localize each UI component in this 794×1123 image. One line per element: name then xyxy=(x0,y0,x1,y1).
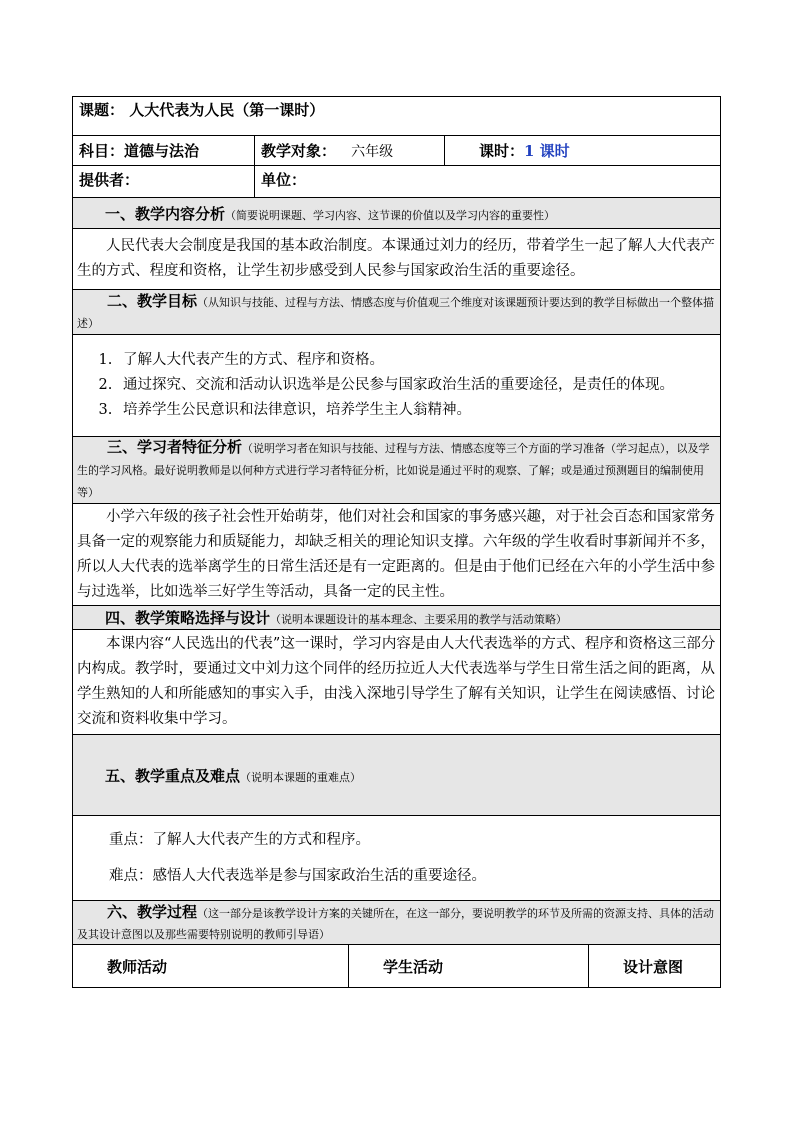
section6-header-row xyxy=(73,901,721,945)
goal-item: 1. 了解人大代表产生的方式、程序和资格。 xyxy=(117,348,720,373)
section6-note: （这一部分是该教学设计方案的关键所在，在这一部分，要说明教学的环节及所需的资源支持、具体的活动及其设计意图以及那些需要特别说明的教师引导语） xyxy=(77,906,715,941)
unit-cell: 单位： xyxy=(255,166,721,198)
section1-header-row xyxy=(73,198,721,229)
topic-cell: 课题： 人大代表为人民（第一课时） xyxy=(73,97,721,136)
subject-row xyxy=(73,136,721,166)
section2-note: （从知识与技能、过程与方法、情感态度与价值观三个维度对该课题预计要达到的教学目标做出一个整体描述） xyxy=(77,296,715,330)
section2-header xyxy=(73,290,721,335)
section4-note: （说明本课题设计的基本理念、主要采用的教学与活动策略） xyxy=(270,613,568,626)
goal-item: 2. 通过探究、交流和活动认识选举是公民参与国家政治生活的重要途径，是责任的体现。 xyxy=(117,373,720,398)
section3-header xyxy=(73,437,721,504)
lesson-plan-table xyxy=(72,96,721,945)
section5-body-row xyxy=(73,816,721,901)
section2-body-row xyxy=(73,335,721,437)
col-design-intent: 设计意图 xyxy=(589,945,721,988)
section4-title: 四、教学策略选择与设计 xyxy=(105,609,271,627)
section3-body-row xyxy=(73,504,721,606)
target-cell xyxy=(255,136,445,166)
goals-list xyxy=(73,346,720,425)
section4-header xyxy=(73,606,721,630)
section2-title: 二、教学目标 xyxy=(107,292,198,310)
period-label: 课时： xyxy=(479,142,525,160)
key-point: 重点：了解人大代表产生的方式和程序。 xyxy=(109,832,370,848)
section1-body: 人民代表大会制度是我国的基本政治制度。本课通过刘力的经历，带着学生一起了解人大代表产生的方式、程度和资格，让学生初步感受到人民参与国家政治生活的重要途径。 xyxy=(73,229,721,290)
section5-header xyxy=(73,735,721,816)
section4-header-row xyxy=(73,606,721,630)
section6-header xyxy=(73,901,721,945)
section4-body: 本课内容“人民选出的代表”这一课时，学习内容是由人大代表选举的方式、程序和资格这三部分内构成。教学时，要通过文中刘力这个同伴的经历拉近人大代表选举与学生日常生活之间的距离，从学生熟知的人和所能感知的事实入手，由浅入深地引导学生了解有关知识，让学生在阅读感悟、讨论交流和资料收集中学习。 xyxy=(73,630,721,735)
section6-title: 六、教学过程 xyxy=(107,902,198,921)
goal-item: 3. 培养学生公民意识和法律意识，培养学生主人翁精神。 xyxy=(117,398,720,423)
section3-title: 三、学习者特征分析 xyxy=(107,438,243,456)
section5-note: （说明本课题的重难点） xyxy=(240,770,362,784)
section5-title: 五、教学重点及难点 xyxy=(105,766,241,785)
difficult-point: 难点：感悟人大代表选举是参与国家政治生活的重要途径。 xyxy=(109,868,486,884)
col-student-activity: 学生活动 xyxy=(349,945,589,988)
section4-body-row xyxy=(73,630,721,735)
lesson-plan-sheet xyxy=(72,96,720,988)
target-value: 六年级 xyxy=(351,144,394,160)
section3-body: 小学六年级的孩子社会性开始萌芽，他们对社会和国家的事务感兴趣，对于社会百态和国家常务具备一定的观察能力和质疑能力，却缺乏相关的理论知识支撑。六年级的学生收看时事新闻并不多，所以人大代表的选举离学生的日常生活还是有一定距离的。但是由于他们已经在六年的小学生活中参与过选举，比如选举三好学生等活动，具备一定的民主性。 xyxy=(73,504,721,606)
provider-cell: 提供者： xyxy=(73,166,255,198)
subject-cell: 科目：道德与法治 xyxy=(73,136,255,166)
process-table xyxy=(72,944,721,988)
provider-row xyxy=(73,166,721,198)
section2-header-row xyxy=(73,290,721,335)
period-value: 1 课时 xyxy=(524,142,570,160)
section1-header xyxy=(73,198,721,229)
section3-note: （说明学习者在知识与技能、过程与方法、情感态度等三个方面的学习准备（学习起点），以及学生的学习风格。最好说明教师是以何种方式进行学习者特征分析，比如说是通过平时的观察、了解；或是通过预测题目的编制使用等） xyxy=(77,442,710,499)
section2-body xyxy=(73,335,721,437)
section1-note: （简要说明课题、学习内容、这节课的价值以及学习内容的重要性） xyxy=(225,208,556,222)
section5-body xyxy=(73,816,721,901)
section1-body-row xyxy=(73,229,721,290)
section1-title: 一、教学内容分析 xyxy=(105,204,226,223)
target-label: 教学对象： xyxy=(261,142,337,160)
process-header-row xyxy=(73,945,721,988)
topic-row xyxy=(73,97,721,136)
col-teacher-activity: 教师活动 xyxy=(73,945,349,988)
period-cell xyxy=(445,136,721,166)
section3-header-row xyxy=(73,437,721,504)
section5-header-row xyxy=(73,735,721,816)
